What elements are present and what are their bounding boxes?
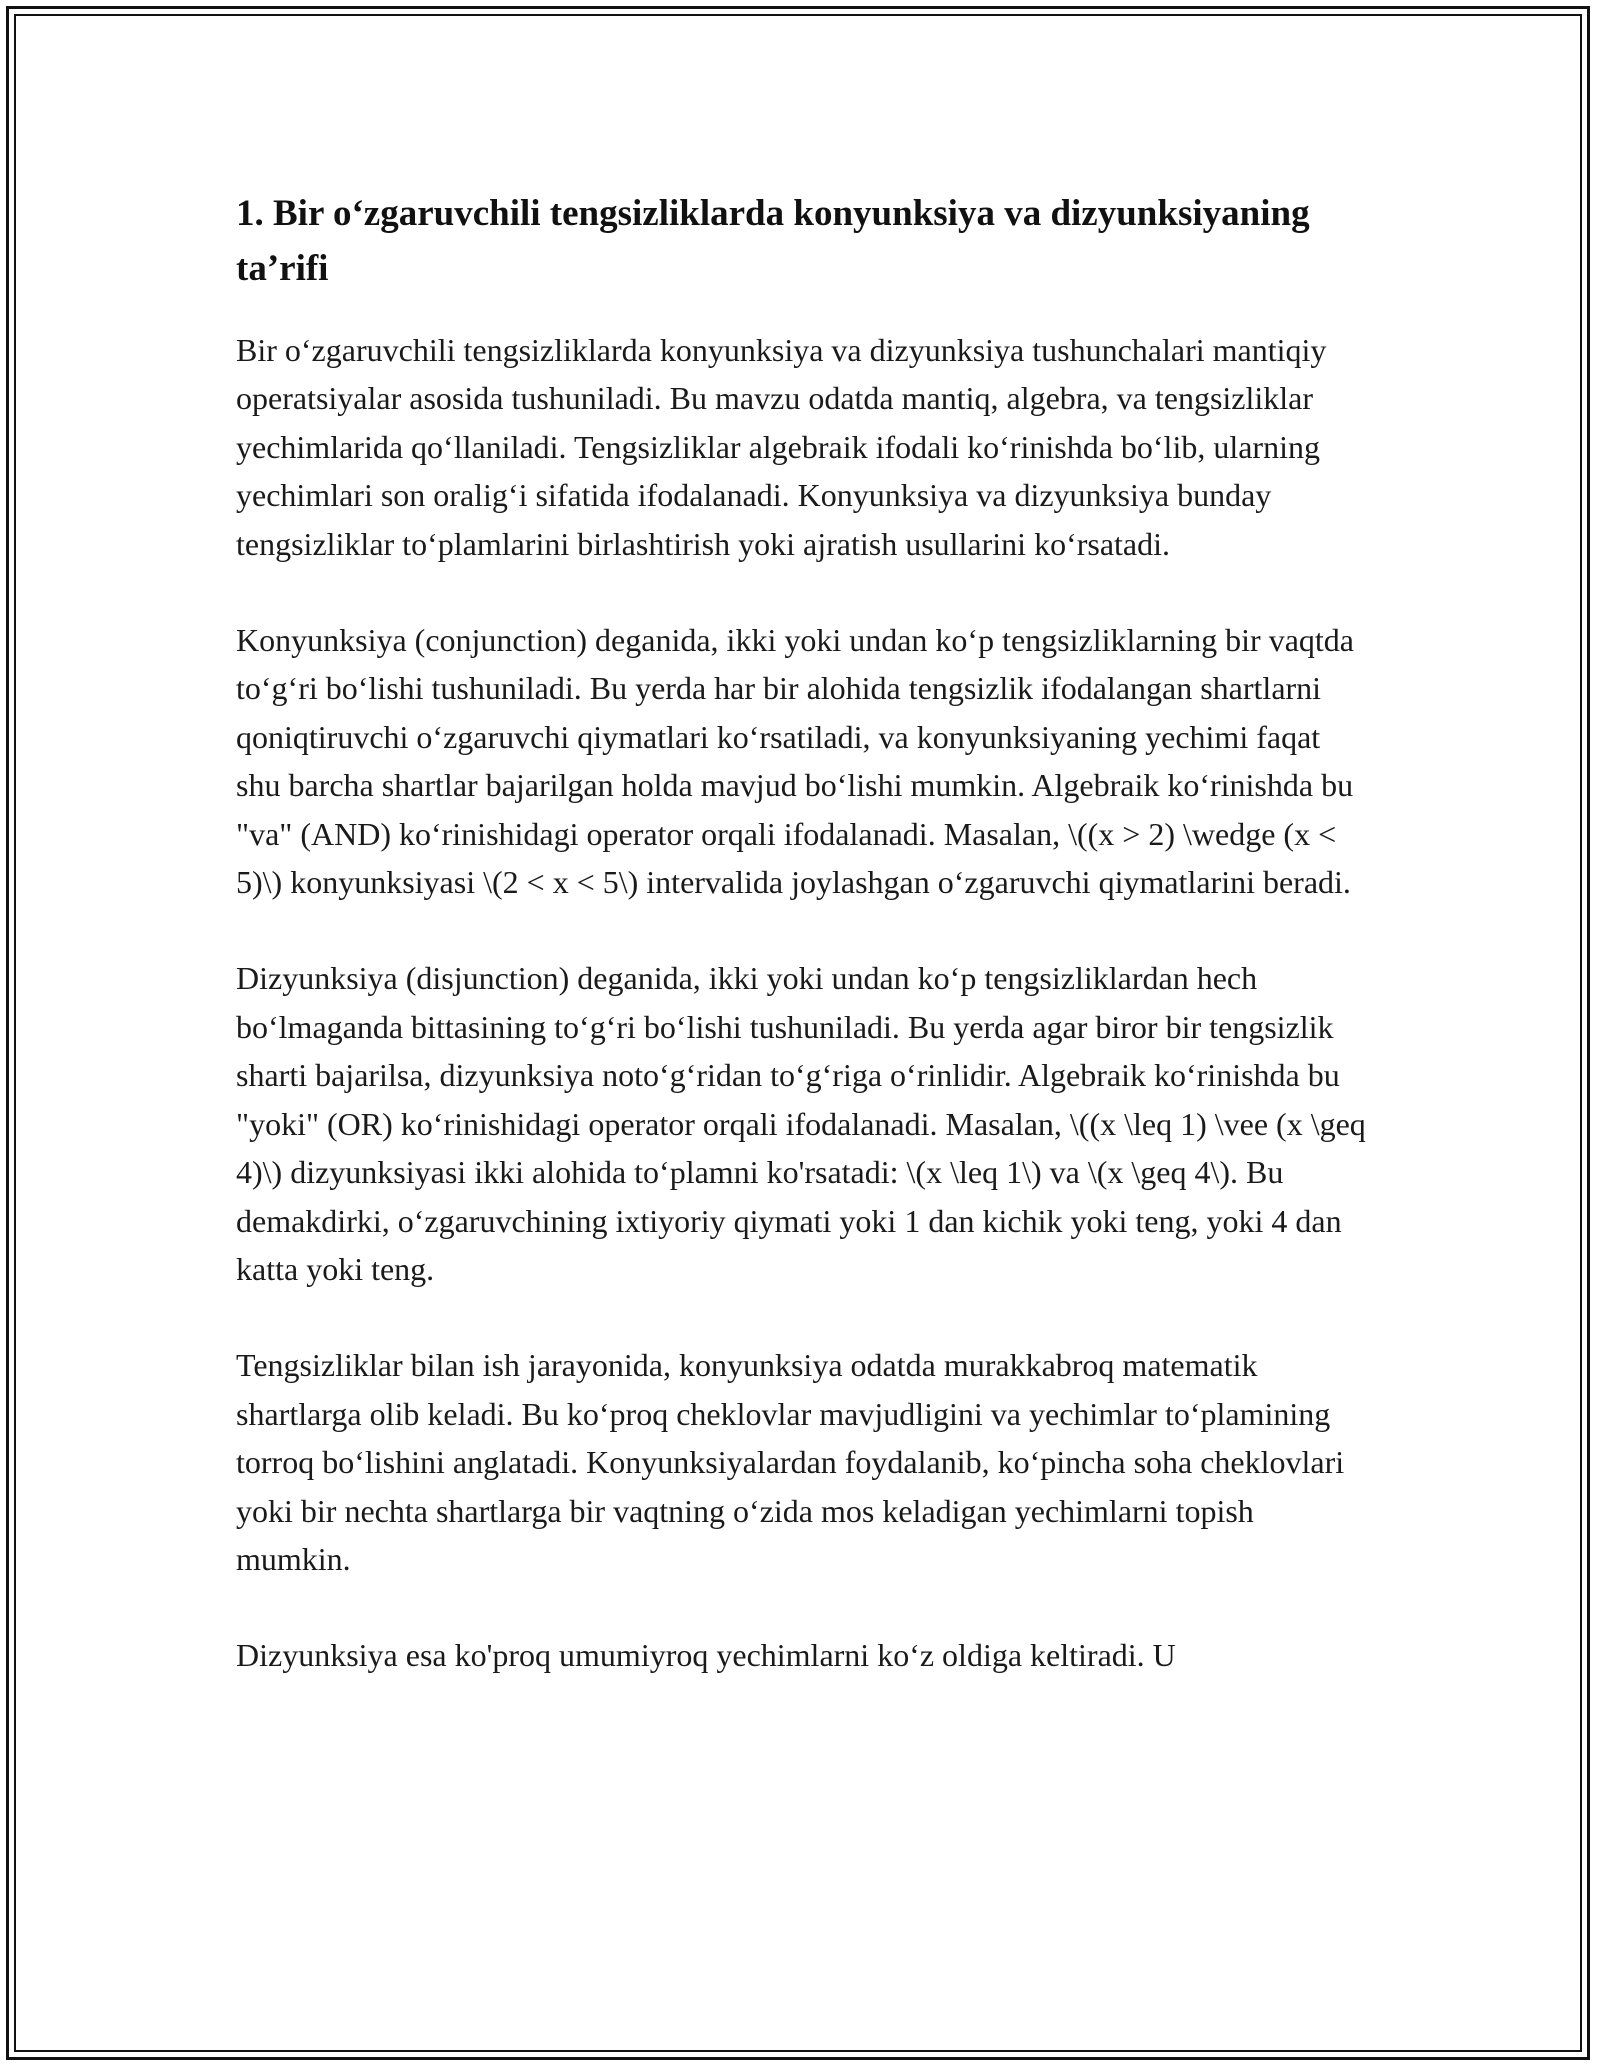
document-body [236, 186, 1366, 1728]
paragraph-conjunction-usage: Tengsizliklar bilan ish jarayonida, konyunksiya odatda murakkabroq matematik shartlarga olib keladi. Bu ko‘proq cheklovlar mavjudligini va yechimlar to‘plamining torroq bo‘lishini anglatadi. Konyunksiyalardan foydalanib, ko‘pincha soha cheklovlari yoki bir nechta shartlarga bir vaqtning o‘zida mos keladigan yechimlarni topish mumkin. [236, 1347, 1345, 1577]
paragraph-intro: Bir o‘zgaruvchili tengsizliklarda konyunksiya va dizyunksiya tushunchalari mantiqiy operatsiyalar asosida tushuniladi. Bu mavzu odatda mantiq, algebra, va tengsizliklar yechimlarida qo‘llaniladi. Tengsizliklar algebraik ifodali ko‘rinishda bo‘lib, ularning yechimlari son oralig‘i sifatida ifodalanadi. Konyunksiya va dizyunksiya bunday tengsizliklar to‘plamlarini birlashtirish yoki ajratish usullarini ko‘rsatadi. [236, 332, 1327, 562]
paragraph-disjunction: Dizyunksiya (disjunction) deganida, ikki yoki undan ko‘p tengsizliklardan hech bo‘lmaganda bittasining to‘g‘ri bo‘lishi tushuniladi. Bu yerda agar biror bir tengsizlik sharti bajarilsa, dizyunksiya noto‘g‘ridan to‘g‘riga o‘rinlidir. Algebraik ko‘rinishda bu "yoki" (OR) ko‘rinishidagi operator orqali ifodalanadi. Masalan, \((x \leq 1) \vee (x \geq 4)\) dizyunksiyasi ikki alohida to‘plamni ko'rsatadi: \(x \leq 1\) va \(x \geq 4\). Bu demakdirki, o‘zgaruvchining ixtiyoriy qiymati yoki 1 dan kichik yoki teng, yoki 4 dan katta yoki teng. [236, 960, 1366, 1287]
paragraph-conjunction: Konyunksiya (conjunction) deganida, ikki yoki undan ko‘p tengsizliklarning bir vaqtda to‘g‘ri bo‘lishi tushuniladi. Bu yerda har bir alohida tengsizlik ifodalangan shartlarni qoniqtiruvchi o‘zgaruvchi qiymatlari ko‘rsatiladi, va konyunksiyaning yechimi faqat shu barcha shartlar bajarilgan holda mavjud bo‘lishi mumkin. Algebraik ko‘rinishda bu "va" (AND) ko‘rinishidagi operator orqali ifodalanadi. Masalan, \((x > 2) \wedge (x < 5)\) konyunksiyasi \(2 < x < 5\) intervalida joylashgan o‘zgaruvchi qiymatlarini beradi. [236, 622, 1354, 901]
paragraph-disjunction-usage: Dizyunksiya esa ko'proq umumiyroq yechimlarni ko‘z oldiga keltiradi. U [236, 1637, 1176, 1674]
section-heading: 1. Bir o‘zgaruvchili tengsizliklarda konyunksiya va dizyunksiyaning ta’rifi [236, 193, 1310, 289]
